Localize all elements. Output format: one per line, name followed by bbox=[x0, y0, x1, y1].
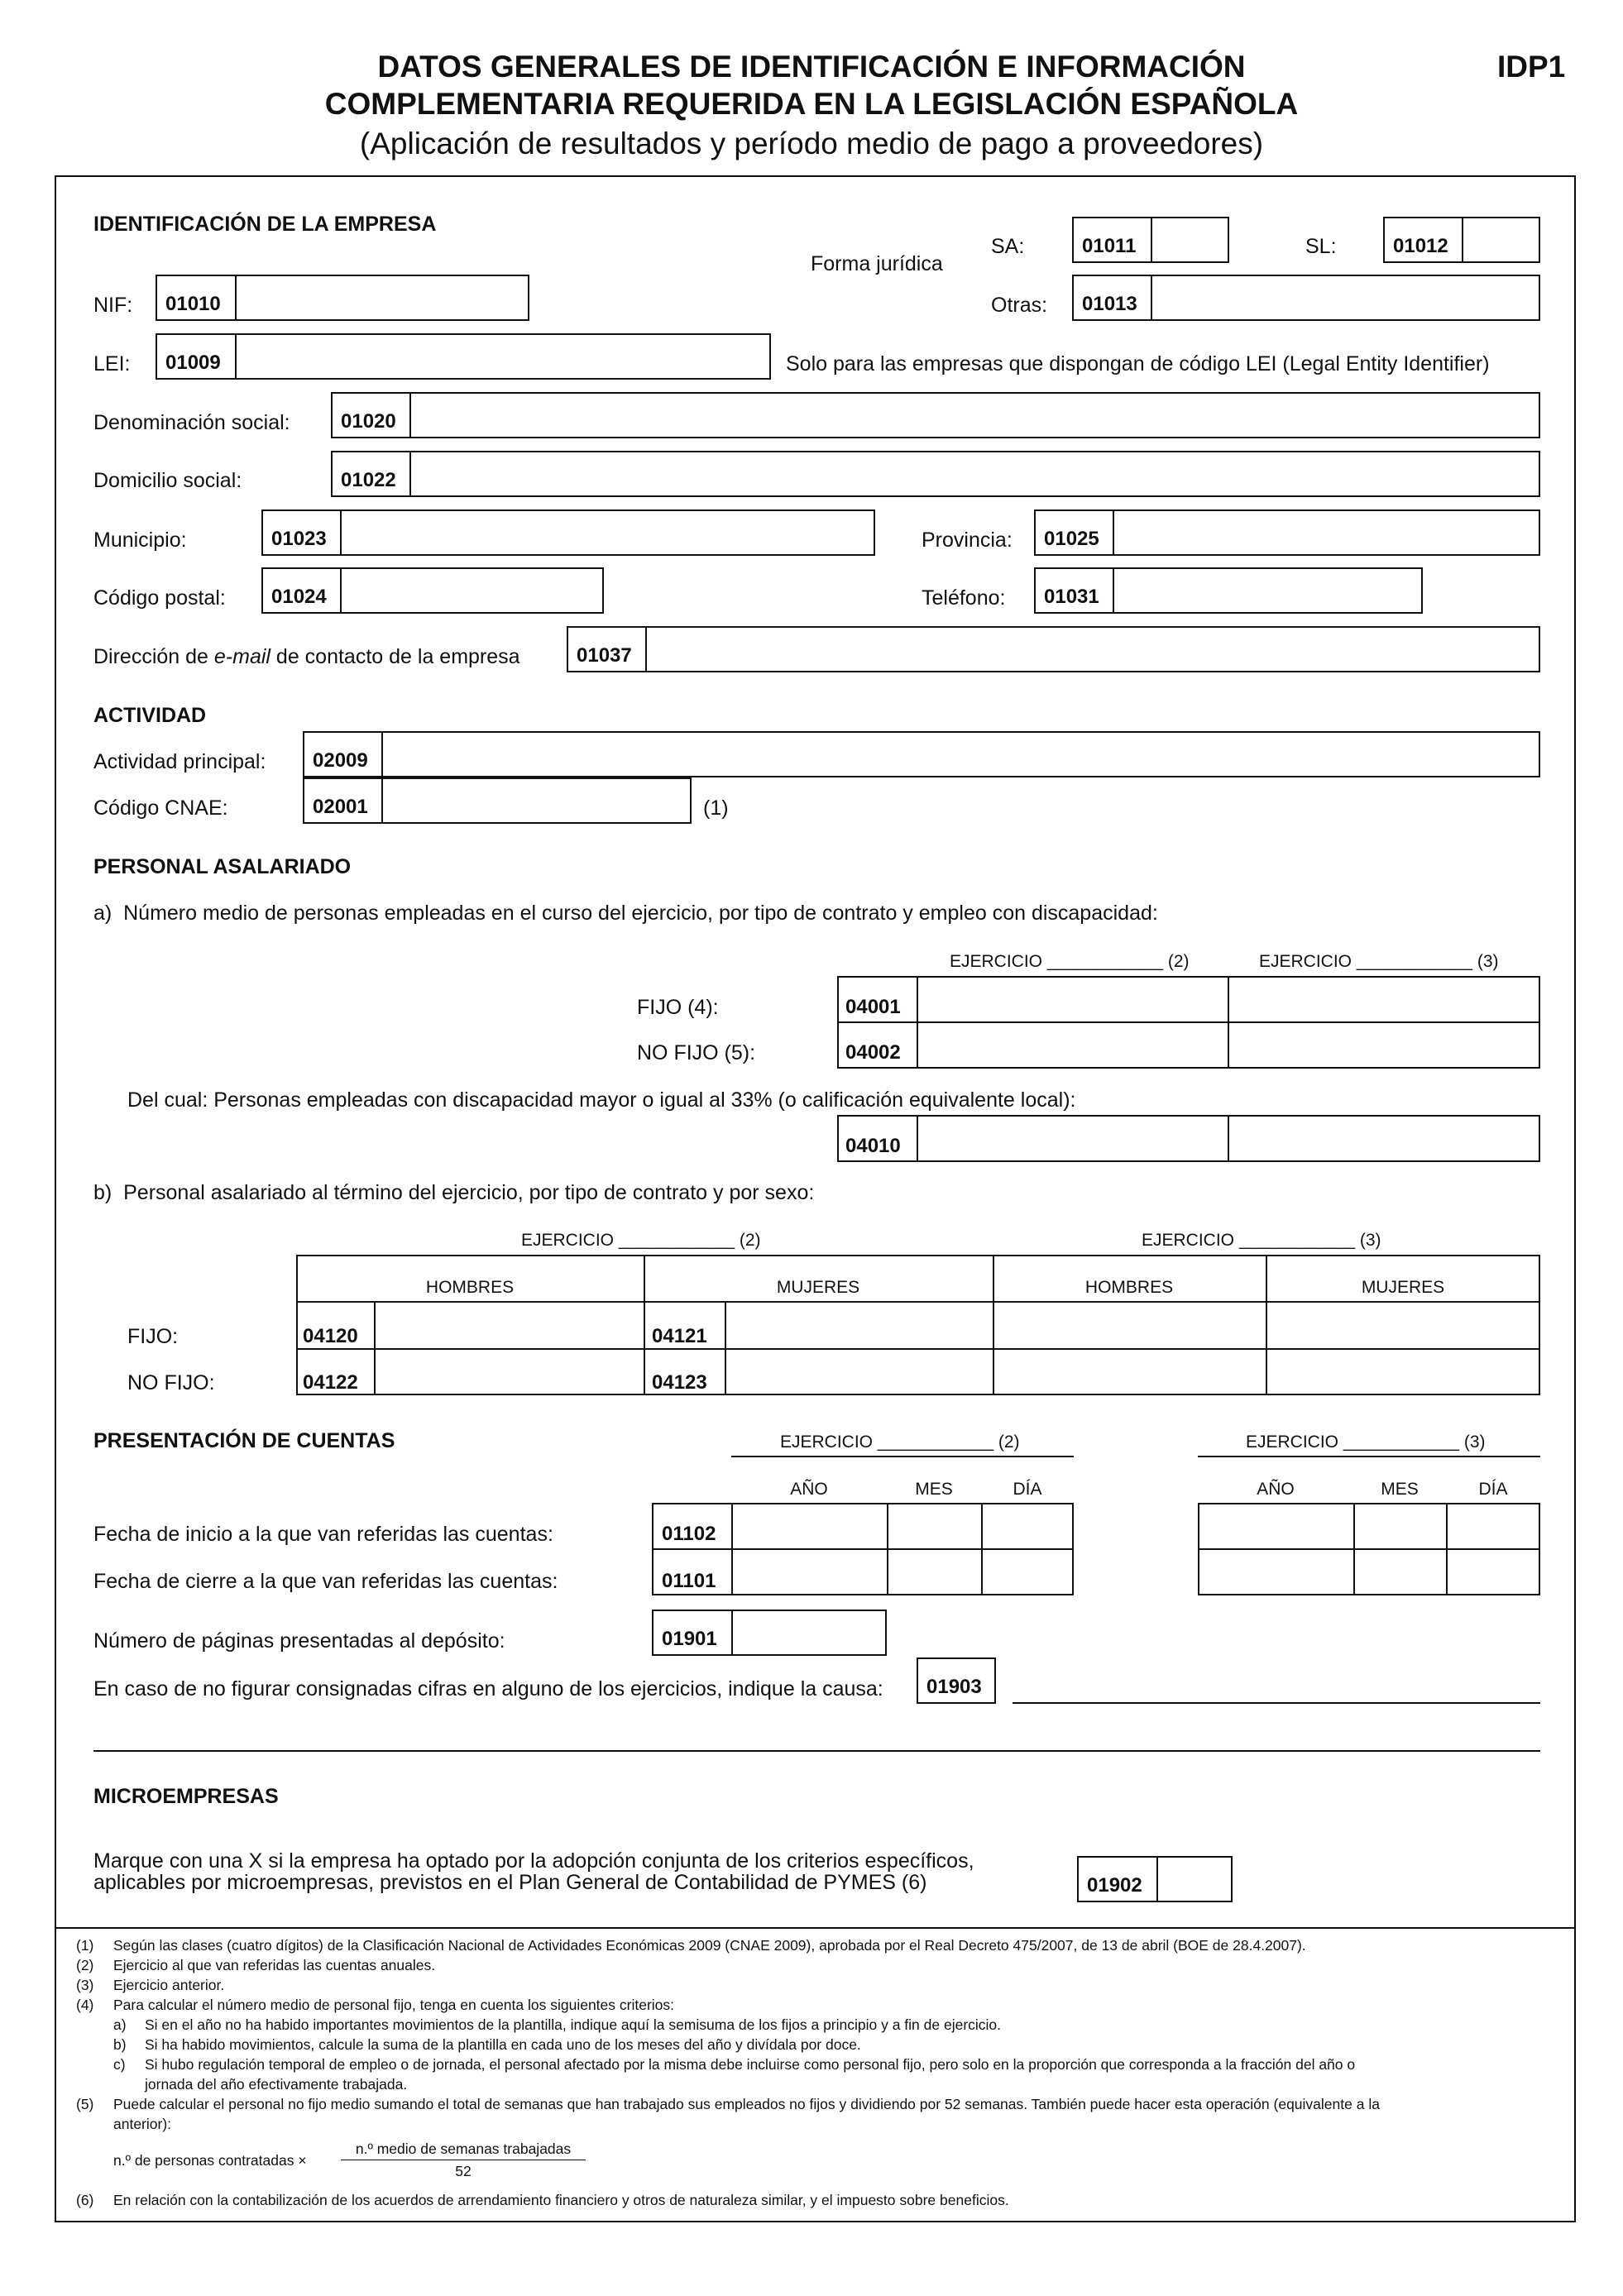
nofijo-ejercicio-3-input[interactable] bbox=[1229, 1023, 1539, 1067]
nif-label: NIF: bbox=[93, 294, 133, 317]
nofijo-label: NO FIJO (5): bbox=[637, 1041, 756, 1064]
fijo-hombres-3-input[interactable] bbox=[994, 1303, 1264, 1347]
discapacidad-ejercicio-2-input[interactable] bbox=[918, 1117, 1226, 1160]
otras-field[interactable] bbox=[1072, 275, 1540, 321]
nofijo-mujeres-2-input[interactable] bbox=[726, 1350, 991, 1394]
nofijo-mujeres-3-input[interactable] bbox=[1267, 1350, 1539, 1394]
denominacion-label: Denominación social: bbox=[93, 411, 290, 434]
cnae-code: 02001 bbox=[304, 779, 383, 822]
footnote-6-num: (6) bbox=[76, 2192, 94, 2208]
personal-b-text: b) Personal asalariado al término del ejercicio, por tipo de contrato y por sexo: bbox=[93, 1181, 815, 1204]
cnae-field[interactable] bbox=[303, 777, 692, 824]
telefono-label: Teléfono: bbox=[922, 586, 1006, 610]
footnote-1-num: (1) bbox=[76, 1937, 94, 1954]
dia-header-2: DÍA bbox=[1013, 1480, 1042, 1499]
telefono-field[interactable] bbox=[1034, 567, 1423, 614]
fijo-code: 04001 bbox=[845, 996, 901, 1018]
discapacidad-text: Del cual: Personas empleadas con discapacidad mayor o igual al 33% (o calificación equivalente local): bbox=[127, 1088, 1076, 1112]
form-title-line2: COMPLEMENTARIA REQUERIDA EN LA LEGISLACIÓN ESPAÑOLA bbox=[324, 87, 1299, 121]
paginas-code: 01901 bbox=[654, 1611, 733, 1654]
footnote-4-text: Para calcular el número medio de personal fijo, tenga en cuenta los siguientes criterios: bbox=[113, 1997, 675, 2013]
cierre-mes-2-input[interactable] bbox=[888, 1550, 979, 1594]
actividad-principal-field[interactable] bbox=[303, 731, 1540, 777]
fijo-hombres-2-input[interactable] bbox=[376, 1303, 642, 1347]
ejercicio-3-header-a: EJERCICIO ____________ (3) bbox=[1259, 952, 1499, 971]
footnote-4b-text: Si ha habido movimientos, calcule la suma de la plantilla en cada uno de los meses del año y divídala por doce. bbox=[145, 2036, 861, 2053]
otras-code: 01013 bbox=[1074, 276, 1152, 319]
nofijo-hombres-2-input[interactable] bbox=[376, 1350, 642, 1394]
footnotes-divider bbox=[55, 1927, 1576, 1929]
micro-checkbox-field[interactable] bbox=[1077, 1856, 1233, 1902]
causa-line-1[interactable] bbox=[1013, 1702, 1540, 1704]
formula-denominator: 52 bbox=[455, 2163, 472, 2179]
dia-header-3: DÍA bbox=[1478, 1480, 1508, 1499]
form-id: IDP1 bbox=[1497, 50, 1566, 84]
footnote-3-text: Ejercicio anterior. bbox=[113, 1977, 225, 1993]
ejercicio-3-header-c: EJERCICIO ____________ (3) bbox=[1246, 1433, 1486, 1452]
footnote-5-num: (5) bbox=[76, 2096, 94, 2112]
footnote-2-num: (2) bbox=[76, 1957, 94, 1973]
ejercicio-2-header-b: EJERCICIO ____________ (2) bbox=[521, 1231, 761, 1250]
cnae-note: (1) bbox=[703, 796, 729, 820]
footnote-4b-num: b) bbox=[113, 2036, 127, 2053]
cierre-mes-3-input[interactable] bbox=[1355, 1550, 1444, 1594]
footnote-5-text-2: anterior): bbox=[113, 2116, 172, 2132]
inicio-dia-2-input[interactable] bbox=[983, 1504, 1072, 1547]
municipio-field[interactable] bbox=[261, 509, 875, 556]
lei-code: 01009 bbox=[157, 335, 237, 378]
telefono-code: 01031 bbox=[1036, 569, 1114, 612]
nofijo-ejercicio-2-input[interactable] bbox=[918, 1023, 1226, 1067]
micro-text-line2: aplicables por microempresas, previstos en el Plan General de Contabilidad de PYMES (6) bbox=[93, 1871, 927, 1894]
section-identificacion-heading: IDENTIFICACIÓN DE LA EMPRESA bbox=[93, 213, 437, 236]
form-title-line1: DATOS GENERALES DE IDENTIFICACIÓN E INFORMACIÓN bbox=[377, 50, 1246, 84]
fecha-cierre-code: 01101 bbox=[662, 1570, 716, 1592]
code-04120: 04120 bbox=[303, 1325, 358, 1347]
municipio-label: Municipio: bbox=[93, 529, 187, 552]
provincia-field[interactable] bbox=[1034, 509, 1540, 556]
otras-label: Otras: bbox=[991, 294, 1048, 317]
sa-code: 01011 bbox=[1074, 218, 1152, 261]
municipio-code: 01023 bbox=[263, 511, 342, 554]
code-04123: 04123 bbox=[652, 1371, 707, 1394]
mes-header-2: MES bbox=[915, 1480, 953, 1499]
paginas-field[interactable] bbox=[652, 1610, 887, 1656]
section-actividad-heading: ACTIVIDAD bbox=[93, 704, 207, 727]
codigo-postal-field[interactable] bbox=[261, 567, 604, 614]
inicio-mes-2-input[interactable] bbox=[888, 1504, 979, 1547]
fijo-label: FIJO (4): bbox=[637, 996, 719, 1019]
fijo-mujeres-3-input[interactable] bbox=[1267, 1303, 1539, 1347]
inicio-ano-2-input[interactable] bbox=[733, 1504, 885, 1547]
lei-note: Solo para las empresas que dispongan de código LEI (Legal Entity Identifier) bbox=[786, 352, 1490, 375]
footnote-4a-num: a) bbox=[113, 2016, 127, 2033]
sl-field[interactable] bbox=[1383, 217, 1540, 263]
section-cuentas-heading: PRESENTACIÓN DE CUENTAS bbox=[93, 1429, 395, 1452]
formula-numerator: n.º medio de semanas trabajadas bbox=[355, 2141, 572, 2157]
footnote-2-text: Ejercicio al que van referidas las cuentas anuales. bbox=[113, 1957, 436, 1973]
fijo-ejercicio-2-input[interactable] bbox=[918, 978, 1226, 1021]
nif-code: 01010 bbox=[157, 276, 237, 319]
code-04122: 04122 bbox=[303, 1371, 358, 1394]
micro-code: 01902 bbox=[1079, 1858, 1158, 1901]
footnote-4c-text-1: Si hubo regulación temporal de empleo o de jornada, el personal afectado por la misma debe incluirse como personal fijo, pero solo en la proporción que corresponda a la fracción del año o bbox=[145, 2056, 1356, 2073]
fecha-inicio-label: Fecha de inicio a la que van referidas las cuentas: bbox=[93, 1523, 553, 1546]
discapacidad-code: 04010 bbox=[845, 1135, 901, 1157]
inicio-ano-3-input[interactable] bbox=[1199, 1504, 1352, 1547]
codigo-postal-code: 01024 bbox=[263, 569, 342, 612]
domicilio-field[interactable] bbox=[331, 451, 1540, 497]
inicio-mes-3-input[interactable] bbox=[1355, 1504, 1444, 1547]
actividad-principal-label: Actividad principal: bbox=[93, 750, 266, 773]
fecha-inicio-code: 01102 bbox=[662, 1523, 716, 1545]
denominacion-code: 01020 bbox=[333, 394, 411, 437]
provincia-label: Provincia: bbox=[922, 529, 1013, 552]
ano-header-3: AÑO bbox=[1257, 1480, 1295, 1499]
hombres-header-3: HOMBRES bbox=[1084, 1278, 1174, 1297]
personal-a-text: a) Número medio de personas empleadas en el curso del ejercicio, por tipo de contrato y empleo con discapacidad: bbox=[93, 902, 1158, 925]
actividad-principal-code: 02009 bbox=[304, 733, 383, 776]
causa-label: En caso de no figurar consignadas cifras en alguno de los ejercicios, indique la causa: bbox=[93, 1677, 883, 1700]
hombres-header-2: HOMBRES bbox=[425, 1278, 515, 1297]
codigo-postal-label: Código postal: bbox=[93, 586, 226, 610]
mujeres-header-2: MUJERES bbox=[776, 1278, 860, 1297]
footnote-5-text-1: Puede calcular el personal no fijo medio sumando el total de semanas que han trabajado sus empleados no fijos y dividiendo por 52 semanas. También puede hacer esta operación (equivalente a la bbox=[113, 2096, 1380, 2112]
fecha-cierre-label: Fecha de cierre a la que van referidas las cuentas: bbox=[93, 1570, 558, 1593]
provincia-code: 01025 bbox=[1036, 511, 1114, 554]
code-04121: 04121 bbox=[652, 1325, 707, 1347]
cierre-ano-3-input[interactable] bbox=[1199, 1550, 1352, 1594]
lei-field[interactable] bbox=[156, 333, 771, 380]
denominacion-field[interactable] bbox=[331, 392, 1540, 438]
mujeres-header-3: MUJERES bbox=[1361, 1278, 1445, 1297]
footnote-1-text: Según las clases (cuatro dígitos) de la Clasificación Nacional de Actividades Económicas 2009 (CNAE 2009), aprobada por el Real Decreto 475/2007, de 13 de abril (BOE de 28.4.2007). bbox=[113, 1937, 1306, 1954]
cierre-ano-2-input[interactable] bbox=[733, 1550, 885, 1594]
sa-label: SA: bbox=[991, 235, 1025, 258]
discapacidad-ejercicio-3-input[interactable] bbox=[1229, 1117, 1539, 1160]
footnote-6-text: En relación con la contabilización de los acuerdos de arrendamiento financiero y otros de naturaleza similar, y el impuesto sobre beneficios. bbox=[113, 2192, 1009, 2208]
form-subtitle: (Aplicación de resultados y período medio de pago a proveedores) bbox=[359, 127, 1264, 160]
formula-left: n.º de personas contratadas × bbox=[113, 2152, 307, 2169]
domicilio-code: 01022 bbox=[333, 452, 411, 495]
sl-code: 01012 bbox=[1385, 218, 1463, 261]
domicilio-label: Domicilio social: bbox=[93, 469, 242, 492]
ejercicio-3-header-b: EJERCICIO ____________ (3) bbox=[1142, 1231, 1381, 1250]
forma-juridica-label: Forma jurídica bbox=[811, 252, 943, 275]
causa-line-2[interactable] bbox=[93, 1750, 1540, 1752]
paginas-label: Número de páginas presentadas al depósito: bbox=[93, 1629, 505, 1653]
ano-header-2: AÑO bbox=[790, 1480, 828, 1499]
micro-text-line1: Marque con una X si la empresa ha optado por la adopción conjunta de los criterios específicos, bbox=[93, 1849, 974, 1873]
inicio-dia-3-input[interactable] bbox=[1448, 1504, 1539, 1547]
ejercicio-2-header-c: EJERCICIO ____________ (2) bbox=[780, 1433, 1020, 1452]
sa-field[interactable] bbox=[1072, 217, 1229, 263]
lei-label: LEI: bbox=[93, 352, 131, 375]
nofijo-code: 04002 bbox=[845, 1041, 901, 1064]
cierre-dia-3-input[interactable] bbox=[1448, 1550, 1539, 1594]
sl-label: SL: bbox=[1305, 235, 1337, 258]
causa-code-box bbox=[917, 1657, 996, 1704]
nofijo-b-label: NO FIJO: bbox=[127, 1371, 215, 1394]
email-label: Dirección de e-mail de contacto de la empresa bbox=[93, 645, 520, 668]
footnote-4-num: (4) bbox=[76, 1997, 94, 2013]
email-field[interactable] bbox=[567, 626, 1540, 672]
footnote-4c-text-2: jornada del año efectivamente trabajada. bbox=[145, 2076, 408, 2093]
causa-code: 01903 bbox=[926, 1676, 982, 1698]
cierre-dia-2-input[interactable] bbox=[983, 1550, 1072, 1594]
cnae-label: Código CNAE: bbox=[93, 796, 228, 820]
fijo-ejercicio-3-input[interactable] bbox=[1229, 978, 1539, 1021]
fijo-mujeres-2-input[interactable] bbox=[726, 1303, 991, 1347]
section-micro-heading: MICROEMPRESAS bbox=[93, 1785, 279, 1808]
nofijo-hombres-3-input[interactable] bbox=[994, 1350, 1264, 1394]
footnote-4a-text: Si en el año no ha habido importantes movimientos de la plantilla, indique aquí la semisuma de los fijos a principio y a fin de ejercicio. bbox=[145, 2016, 1002, 2033]
section-personal-heading: PERSONAL ASALARIADO bbox=[93, 855, 352, 878]
mes-header-3: MES bbox=[1381, 1480, 1419, 1499]
fijo-b-label: FIJO: bbox=[127, 1325, 179, 1348]
footnote-3-num: (3) bbox=[76, 1977, 94, 1993]
footnote-4c-num: c) bbox=[113, 2056, 126, 2073]
ejercicio-2-header-a: EJERCICIO ____________ (2) bbox=[950, 952, 1190, 971]
nif-field[interactable] bbox=[156, 275, 529, 321]
email-code: 01037 bbox=[568, 628, 647, 671]
